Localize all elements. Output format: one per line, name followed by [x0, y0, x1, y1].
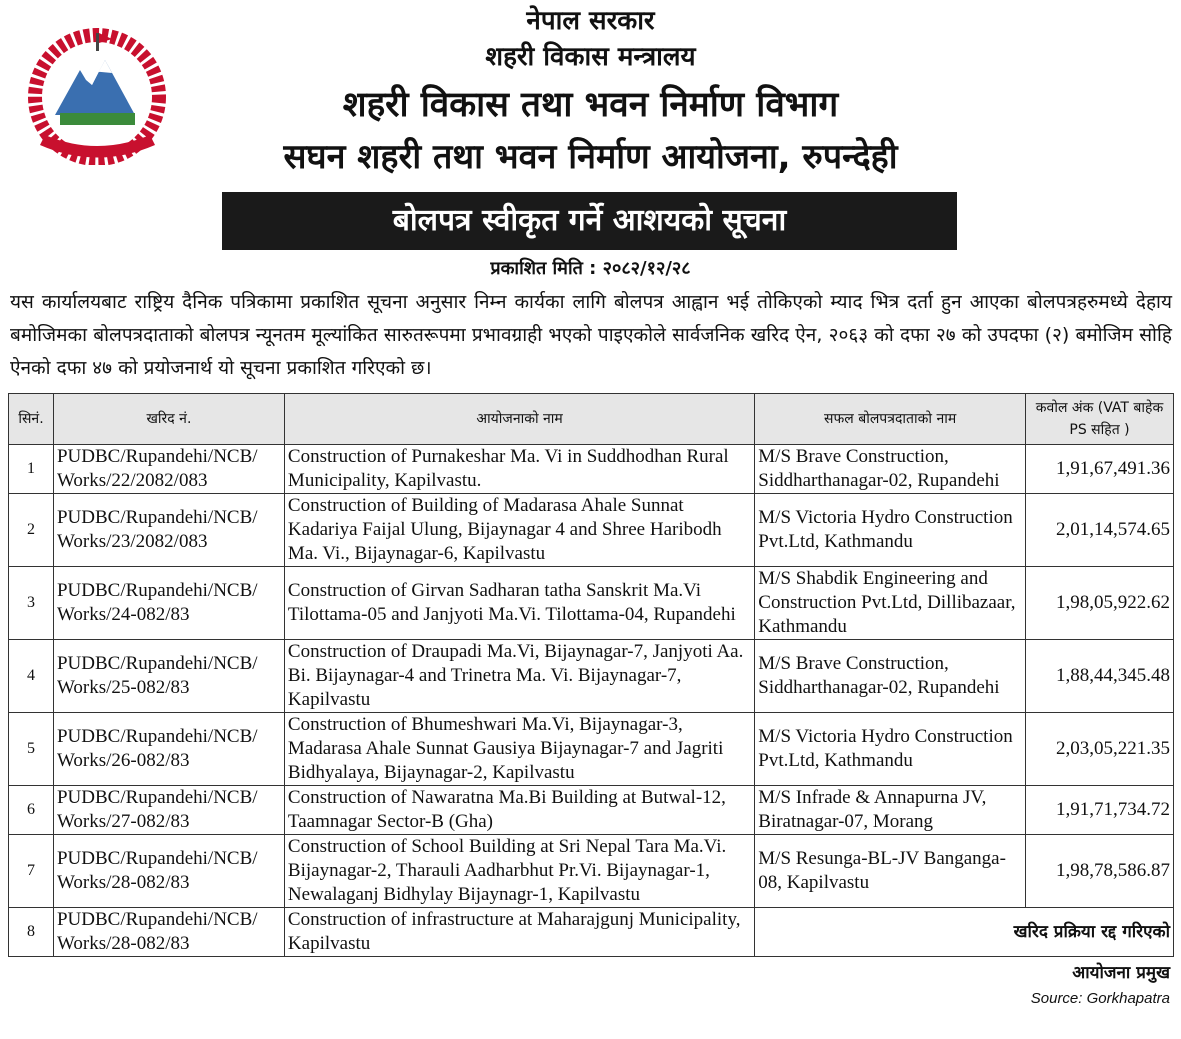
- publish-date: प्रकाशित मिति : २०८२/१२/२८: [490, 258, 691, 279]
- bid-acceptance-table: [8, 393, 1174, 957]
- header-bidder-name: सफल बोलपत्रदाताको नाम: [755, 394, 1026, 445]
- cell-amount: 1,98,05,922.62: [1026, 567, 1174, 640]
- cell-sn: 1: [9, 445, 54, 494]
- table-header-row: [9, 394, 1174, 445]
- cell-procurement-no: PUDBC/Rupandehi/NCB/ Works/28-082/83: [53, 835, 284, 908]
- cell-project-name: Construction of Girvan Sadharan tatha Sanskrit Ma.Vi Tilottama-05 and Janjyoti Ma.Vi. Tilottama-04, Rupandehi: [284, 567, 754, 640]
- cell-sn: 8: [9, 908, 54, 957]
- cell-sn: 2: [9, 494, 54, 567]
- signature-title: आयोजना प्रमुख: [1072, 963, 1170, 983]
- table-row: [9, 835, 1174, 908]
- cell-amount: 1,91,67,491.36: [1026, 445, 1174, 494]
- cell-amount: 1,91,71,734.72: [1026, 786, 1174, 835]
- department-title: शहरी विकास तथा भवन निर्माण विभाग: [342, 85, 839, 125]
- cell-amount: 2,03,05,221.35: [1026, 713, 1174, 786]
- cell-cancelled-status: खरिद प्रक्रिया रद्द गरिएको: [755, 908, 1174, 957]
- cell-procurement-no: PUDBC/Rupandehi/NCB/ Works/28-082/83: [53, 908, 284, 957]
- cell-procurement-no: PUDBC/Rupandehi/NCB/ Works/27-082/83: [53, 786, 284, 835]
- cell-sn: 3: [9, 567, 54, 640]
- cell-procurement-no: PUDBC/Rupandehi/NCB/ Works/24-082/83: [53, 567, 284, 640]
- project-title: सघन शहरी तथा भवन निर्माण आयोजना, रुपन्देही: [283, 137, 898, 177]
- cell-project-name: Construction of Draupadi Ma.Vi, Bijaynagar-7, Janjyoti Aa. Bi. Bijaynagar-4 and Trinetra Ma. Vi. Bijaynagar-7, Kapilvastu: [284, 640, 754, 713]
- table-row: [9, 445, 1174, 494]
- header-project-name: आयोजनाको नाम: [284, 394, 754, 445]
- header-procurement-no: खरिद नं.: [53, 394, 284, 445]
- cell-project-name: Construction of Nawaratna Ma.Bi Building at Butwal-12, Taamnagar Sector-B (Gha): [284, 786, 754, 835]
- table-row: [9, 494, 1174, 567]
- table-row: [9, 640, 1174, 713]
- cell-amount: 1,98,78,586.87: [1026, 835, 1174, 908]
- cell-project-name: Construction of Purnakeshar Ma. Vi in Suddhodhan Rural Municipality, Kapilvastu.: [284, 445, 754, 494]
- cell-amount: 2,01,14,574.65: [1026, 494, 1174, 567]
- cell-procurement-no: PUDBC/Rupandehi/NCB/ Works/23/2082/083: [53, 494, 284, 567]
- cell-bidder-name: M/S Brave Construction, Siddharthanagar-02, Rupandehi: [755, 640, 1026, 713]
- cell-project-name: Construction of infrastructure at Maharajgunj Municipality, Kapilvastu: [284, 908, 754, 957]
- source-credit: Source: Gorkhapatra: [1030, 990, 1170, 1007]
- table-row: [9, 713, 1174, 786]
- cell-project-name: Construction of Bhumeshwari Ma.Vi, Bijaynagar-3, Madarasa Ahale Sunnat Gausiya Bijaynagar-7 and Jagriti Bidhyalaya, Bijaynagar-2, Kapilvastu: [284, 713, 754, 786]
- table-row: [9, 908, 1174, 957]
- cell-procurement-no: PUDBC/Rupandehi/NCB/ Works/26-082/83: [53, 713, 284, 786]
- notice-banner: बोलपत्र स्वीकृत गर्ने आशयको सूचना: [222, 192, 957, 250]
- cell-sn: 5: [9, 713, 54, 786]
- cell-bidder-name: M/S Victoria Hydro Construction Pvt.Ltd, Kathmandu: [755, 494, 1026, 567]
- table-row: [9, 567, 1174, 640]
- cell-sn: 6: [9, 786, 54, 835]
- cell-bidder-name: M/S Infrade & Annapurna JV, Biratnagar-07, Morang: [755, 786, 1026, 835]
- cell-procurement-no: PUDBC/Rupandehi/NCB/ Works/25-082/83: [53, 640, 284, 713]
- table-row: [9, 786, 1174, 835]
- cell-procurement-no: PUDBC/Rupandehi/NCB/ Works/22/2082/083: [53, 445, 284, 494]
- cell-project-name: Construction of School Building at Sri Nepal Tara Ma.Vi. Bijaynagar-2, Tharauli Aadharbhut Pr.Vi. Bijaynagar-1, Newalaganj Bidhylay Bijaynagr-1, Kapilvastu: [284, 835, 754, 908]
- notice-paragraph: यस कार्यालयबाट राष्ट्रिय दैनिक पत्रिकामा प्रकाशित सूचना अनुसार निम्न कार्यका लागि बोलपत्र आह्वान भई तोकिएको म्याद भित्र दर्ता हुन आएका बोलपत्रहरुमध्ये देहाय बमोजिमका बोलपत्रदाताको बोलपत्र न्यूनतम मूल्यांकित सारुतरूपमा प्रभावग्राही भएको पाइएकोले सार्वजनिक खरिद ऐन, २०६३ को दफा २७ को उपदफा (२) बमोजिम सोहि ऐनको दफा ४७ को प्रयोजनार्थ यो सूचना प्रकाशित गरिएको छ।: [10, 291, 1172, 379]
- ministry-title: शहरी विकास मन्त्रालय: [485, 42, 696, 72]
- cell-sn: 7: [9, 835, 54, 908]
- cell-bidder-name: M/S Shabdik Engineering and Construction Pvt.Ltd, Dillibazaar, Kathmandu: [755, 567, 1026, 640]
- notice-body: [8, 286, 1174, 1009]
- cell-bidder-name: M/S Resunga-BL-JV Banganga-08, Kapilvastu: [755, 835, 1026, 908]
- header-amount: कवोल अंक (VAT बाहेक PS सहित ): [1026, 394, 1174, 445]
- cell-project-name: Construction of Building of Madarasa Ahale Sunnat Kadariya Faijal Ulung, Bijaynagar 4 and Shree Haribodh Ma. Vi., Bijaynagar-6, Kapilvastu: [284, 494, 754, 567]
- cell-amount: 1,88,44,345.48: [1026, 640, 1174, 713]
- cell-bidder-name: M/S Victoria Hydro Construction Pvt.Ltd, Kathmandu: [755, 713, 1026, 786]
- cell-bidder-name: M/S Brave Construction, Siddharthanagar-02, Rupandehi: [755, 445, 1026, 494]
- government-title: नेपाल सरकार: [526, 6, 655, 36]
- cell-sn: 4: [9, 640, 54, 713]
- header-sn: सिनं.: [9, 394, 54, 445]
